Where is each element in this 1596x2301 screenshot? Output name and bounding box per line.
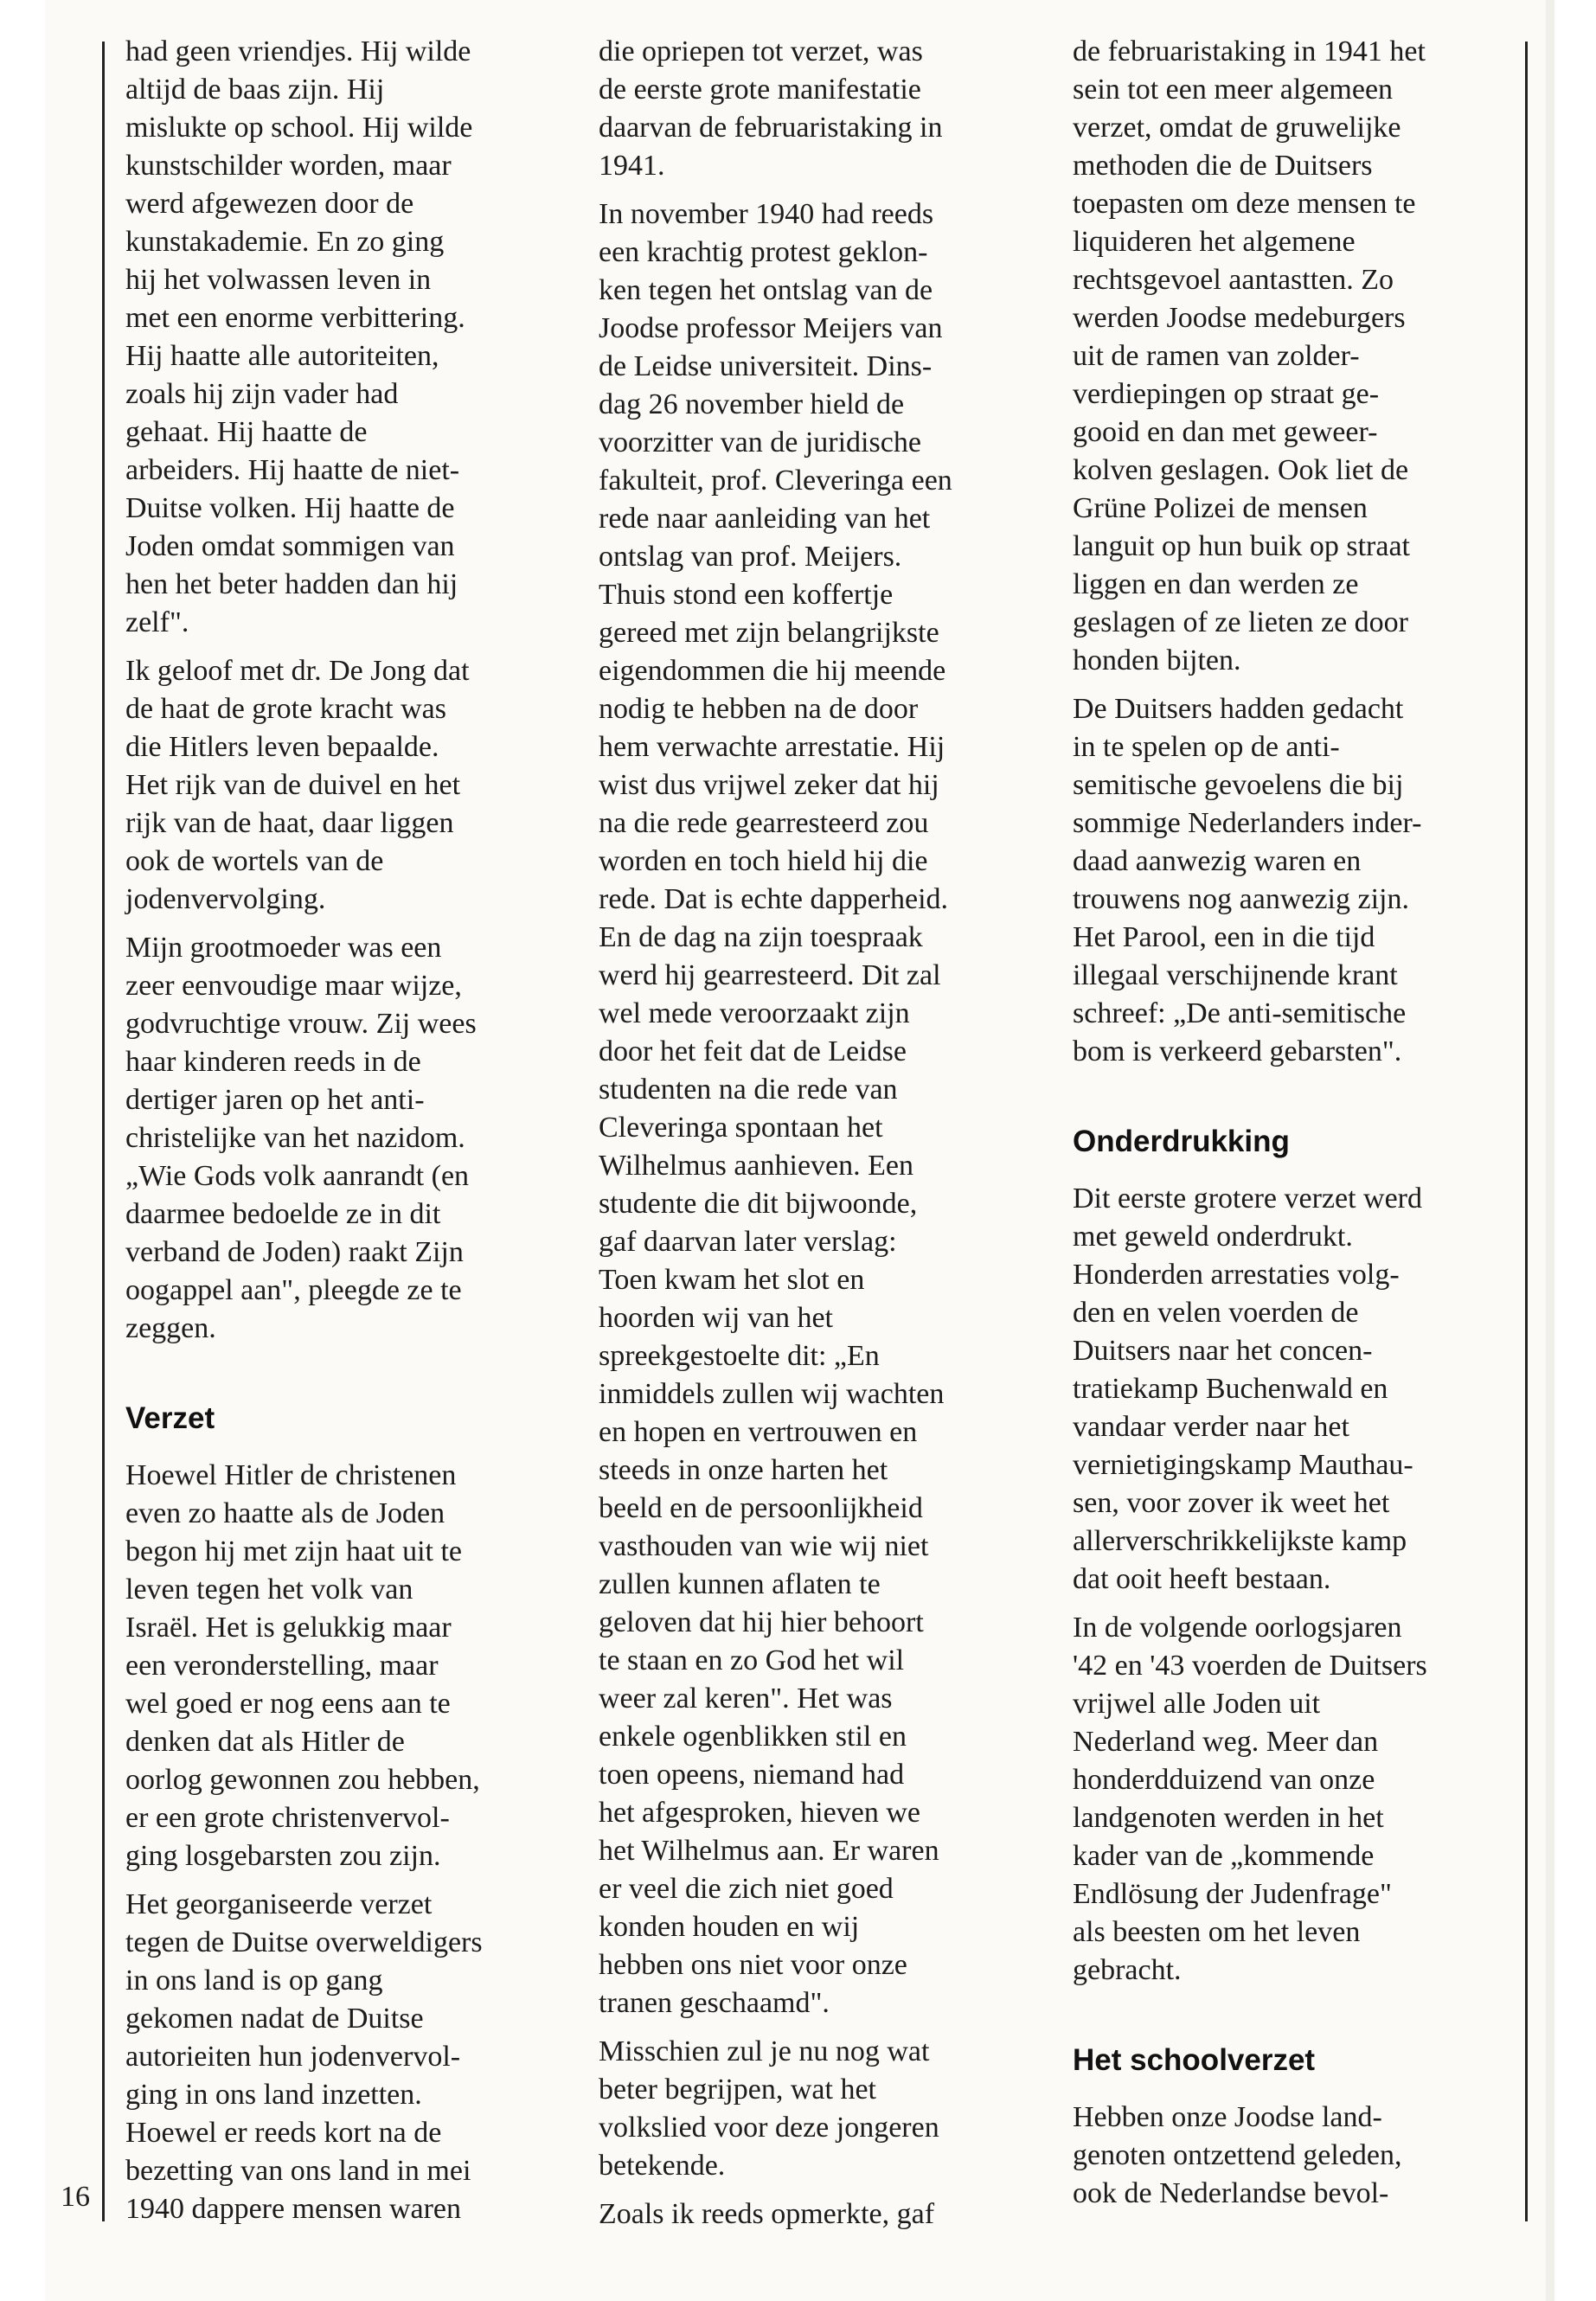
text-line: methoden die de Duitsers [1073, 150, 1373, 182]
text-line: hem verwachte arrestatie. Hij [599, 731, 945, 763]
text-line: rijk van de haat, daar liggen [125, 807, 454, 839]
text-line: er veel die zich niet goed [599, 1873, 894, 1905]
text-line: Thuis stond een koffertje [599, 579, 894, 611]
section-heading-het-schoolverzet: Het schoolverzet [1073, 2043, 1316, 2077]
text-line: ging in ons land inzetten. [125, 2079, 422, 2111]
text-line: tratiekamp Buchenwald en [1073, 1373, 1388, 1405]
text-line: studente die dit bijwoonde, [599, 1188, 918, 1220]
text-line: verband de Joden) raakt Zijn [125, 1236, 464, 1268]
text-line: denken dat als Hitler de [125, 1726, 405, 1758]
text-line: rede naar aanleiding van het [599, 503, 931, 535]
section-heading-verzet: Verzet [125, 1401, 215, 1435]
text-line: nodig te hebben na de door [599, 693, 919, 725]
text-line: en hopen en vertrouwen en [599, 1416, 918, 1448]
paragraph [125, 33, 558, 642]
text-line: sen, voor zover ik weet het [1073, 1487, 1390, 1519]
text-line: dag 26 november hield de [599, 388, 905, 420]
text-line: tranen geschaamd". [599, 1987, 830, 2019]
text-line: hen het beter hadden dan hij [125, 568, 458, 600]
text-line: illegaal verschijnende krant [1073, 959, 1398, 991]
text-line: gebracht. [1073, 1954, 1182, 1986]
paragraph [125, 1886, 558, 2228]
text-line: zullen kunnen aflaten te [599, 1568, 881, 1600]
text-line: '42 en '43 voerden de Duitsers [1073, 1650, 1427, 1682]
text-line: gereed met zijn belangrijkste [599, 617, 939, 649]
text-line: gehaat. Hij haatte de [125, 416, 368, 448]
text-line: Nederland weg. Meer dan [1073, 1726, 1379, 1758]
text-line: ken tegen het ontslag van de [599, 274, 933, 306]
text-line: worden en toch hield hij die [599, 845, 928, 877]
text-line: In november 1940 had reeds [599, 198, 934, 230]
text-line: gekomen nadat de Duitse [125, 2003, 424, 2035]
text-line: had geen vriendjes. Hij wilde [125, 35, 471, 67]
text-line: ook de Nederlandse bevol- [1073, 2177, 1389, 2209]
text-line: verdiepingen op straat ge- [1073, 378, 1380, 410]
text-line: steeds in onze harten het [599, 1454, 888, 1486]
text-line: kunstakademie. En zo ging [125, 226, 445, 258]
text-line: autorieiten hun jodenvervol- [125, 2041, 461, 2073]
text-line: christelijke van het nazidom. [125, 1122, 465, 1154]
text-line: honden bijten. [1073, 644, 1241, 676]
text-line: oogappel aan", pleegde ze te [125, 1274, 462, 1306]
text-line: volkslied voor deze jongeren [599, 2112, 939, 2144]
text-line: hij het volwassen leven in [125, 264, 432, 296]
text-line: weer zal keren". Het was [599, 1682, 893, 1715]
paragraph [1073, 33, 1479, 680]
text-line: de haat de grote kracht was [125, 693, 446, 725]
text-line: Toen kwam het slot en [599, 1264, 865, 1296]
text-line: een krachtig protest geklon- [599, 236, 928, 268]
paragraph [1073, 1180, 1479, 1599]
paragraph [125, 652, 558, 919]
text-line: daarvan de februaristaking in [599, 112, 943, 144]
text-line: verzet, omdat de gruwelijke [1073, 112, 1401, 144]
text-line: Hij haatte alle autoriteiten, [125, 340, 439, 372]
text-line: Joodse professor Meijers van [599, 312, 943, 344]
text-line: werd hij gearresteerd. Dit zal [599, 959, 941, 991]
text-line: zelf". [125, 606, 189, 638]
text-line: Het Parool, een in die tijd [1073, 921, 1375, 953]
text-line: Hebben onze Joodse land- [1073, 2101, 1382, 2133]
text-line: Ik geloof met dr. De Jong dat [125, 655, 470, 687]
text-line: voorzitter van de juridische [599, 426, 921, 458]
text-line: zeggen. [125, 1312, 216, 1344]
text-line: werden Joodse medeburgers [1073, 302, 1406, 334]
text-line: wist dus vrijwel zeker dat hij [599, 769, 939, 801]
text-line: door het feit dat de Leidse [599, 1035, 907, 1067]
text-line: de eerste grote manifestatie [599, 74, 921, 106]
text-line: Grüne Polizei de mensen [1073, 492, 1368, 524]
text-line: Hoewel Hitler de christenen [125, 1459, 457, 1491]
text-line: fakulteit, prof. Cleveringa een [599, 465, 952, 497]
text-line: liggen en dan werden ze [1073, 568, 1359, 600]
text-line: haar kinderen reeds in de [125, 1046, 421, 1078]
text-line: arbeiders. Hij haatte de niet- [125, 454, 460, 486]
text-line: rede. Dat is echte dapperheid. [599, 883, 949, 915]
text-line: languit op hun buik op straat [1073, 530, 1411, 562]
text-line: kunstschilder worden, maar [125, 150, 452, 182]
text-line: Israël. Het is gelukkig maar [125, 1612, 452, 1644]
text-line: beeld en de persoonlijkheid [599, 1492, 923, 1524]
text-line: En de dag na zijn toespraak [599, 921, 923, 953]
text-line: geslagen of ze lieten ze door [1073, 606, 1408, 638]
text-line: honderdduizend van onze [1073, 1764, 1375, 1796]
text-line: jodenvervolging. [125, 883, 326, 915]
column-1 [125, 33, 558, 2239]
paragraph [125, 929, 558, 1348]
text-line: den en velen voerden de [1073, 1297, 1359, 1329]
text-line: te staan en zo God het wil [599, 1644, 905, 1676]
paragraph [599, 33, 1031, 185]
text-line: uit de ramen van zolder- [1073, 340, 1360, 372]
text-line: spreekgestoelte dit: „En [599, 1340, 880, 1372]
text-line: sein tot een meer algemeen [1073, 74, 1394, 106]
section-heading-onderdrukking: Onderdrukking [1073, 1125, 1290, 1158]
text-line: studenten na die rede van [599, 1074, 898, 1106]
text-line: beter begrijpen, wat het [599, 2073, 876, 2106]
text-line: het Wilhelmus aan. Er waren [599, 1835, 939, 1867]
text-line: begon hij met zijn haat uit te [125, 1535, 463, 1567]
text-line: Het georganiseerde verzet [125, 1888, 433, 1920]
text-line: gooid en dan met geweer- [1073, 416, 1378, 448]
text-line: zeer eenvoudige maar wijze, [125, 970, 462, 1002]
text-line: schreef: „De anti-semitische [1073, 997, 1407, 1029]
column-rule-right [1525, 42, 1528, 2221]
text-line: De Duitsers hadden gedacht [1073, 693, 1404, 725]
text-line: bezetting van ons land in mei [125, 2155, 471, 2187]
text-line: „Wie Gods volk aanrandt (en [125, 1160, 470, 1192]
text-line: Dit eerste grotere verzet werd [1073, 1183, 1422, 1215]
paragraph [125, 1457, 558, 1875]
text-line: godvruchtige vrouw. Zij wees [125, 1008, 477, 1040]
text-line: hoorden wij van het [599, 1302, 833, 1334]
text-line: Cleveringa spontaan het [599, 1112, 883, 1144]
text-line: ontslag van prof. Meijers. [599, 541, 902, 573]
text-line: sommige Nederlanders inder- [1073, 807, 1422, 839]
text-line: rechtsgevoel aantastten. Zo [1073, 264, 1394, 296]
text-line: na die rede gearresteerd zou [599, 807, 929, 839]
text-line: allerverschrikkelijkste kamp [1073, 1525, 1407, 1557]
text-line: Endlösung der Judenfrage" [1073, 1878, 1392, 1910]
text-line: Honderden arrestaties volg- [1073, 1259, 1400, 1291]
text-line: het afgesproken, hieven we [599, 1797, 920, 1829]
text-line: wel mede veroorzaakt zijn [599, 997, 910, 1029]
text-line: de februaristaking in 1941 het [1073, 35, 1426, 67]
text-line: Duitse volken. Hij haatte de [125, 492, 455, 524]
text-line: vrijwel alle Joden uit [1073, 1688, 1321, 1720]
text-line: bom is verkeerd gebarsten". [1073, 1035, 1402, 1067]
text-line: eigendommen die hij meende [599, 655, 946, 687]
paragraph [1073, 690, 1479, 1071]
text-line: ging losgebarsten zou zijn. [125, 1840, 441, 1872]
text-line: landgenoten werden in het [1073, 1802, 1384, 1834]
text-line: Hoewel er reeds kort na de [125, 2117, 442, 2149]
column-3 [1073, 33, 1479, 2223]
text-line: wel goed er nog eens aan te [125, 1688, 451, 1720]
text-line: vasthouden van wie wij niet [599, 1530, 929, 1562]
text-line: genoten ontzettend geleden, [1073, 2139, 1402, 2171]
column-2 [599, 33, 1031, 2244]
text-line: de Leidse universiteit. Dins- [599, 350, 933, 382]
text-line: dertiger jaren op het anti- [125, 1084, 425, 1116]
text-line: die opriepen tot verzet, was [599, 35, 923, 67]
text-line: betekende. [599, 2150, 726, 2182]
text-line: daad aanwezig waren en [1073, 845, 1362, 877]
text-line: Het rijk van de duivel en het [125, 769, 461, 801]
text-line: semitische gevoelens die bij [1073, 769, 1404, 801]
text-line: kader van de „kommende [1073, 1840, 1375, 1872]
text-line: er een grote christenvervol- [125, 1802, 450, 1834]
text-line: toen opeens, niemand had [599, 1759, 905, 1791]
text-line: liquideren het algemene [1073, 226, 1356, 258]
text-line: in te spelen op de anti- [1073, 731, 1340, 763]
text-line: vernietigingskamp Mauthau- [1073, 1449, 1413, 1481]
column-rule-left [102, 42, 105, 2221]
text-line: even zo haatte als de Joden [125, 1497, 445, 1529]
text-line: Zoals ik reeds opmerkte, gaf [599, 2198, 935, 2230]
text-line: Duitsers naar het concen- [1073, 1335, 1373, 1367]
text-line: hebben ons niet voor onze [599, 1949, 907, 1981]
text-line: oorlog gewonnen zou hebben, [125, 1764, 480, 1796]
text-line: vandaar verder naar het [1073, 1411, 1349, 1443]
text-line: werd afgewezen door de [125, 188, 414, 220]
text-line: Mijn grootmoeder was een [125, 932, 442, 964]
text-line: konden houden en wij [599, 1911, 860, 1943]
text-line: trouwens nog aanwezig zijn. [1073, 883, 1409, 915]
text-line: leven tegen het volk van [125, 1574, 413, 1606]
text-line: 1940 dappere mensen waren [125, 2193, 462, 2225]
text-line: Joden omdat sommigen van [125, 530, 455, 562]
text-line: in ons land is op gang [125, 1965, 383, 1997]
text-line: Wilhelmus aanhieven. Een [599, 1150, 914, 1182]
text-line: tegen de Duitse overweldigers [125, 1926, 483, 1958]
text-line: met een enorme verbittering. [125, 302, 465, 334]
text-line: met geweld onderdrukt. [1073, 1221, 1353, 1253]
text-line: kolven geslagen. Ook liet de [1073, 454, 1409, 486]
text-line: inmiddels zullen wij wachten [599, 1378, 945, 1410]
text-line: zoals hij zijn vader had [125, 378, 399, 410]
text-line: daarmee bedoelde ze in dit [125, 1198, 441, 1230]
text-line: enkele ogenblikken stil en [599, 1721, 907, 1753]
paragraph [599, 2033, 1031, 2185]
paragraph [1073, 1609, 1479, 1990]
text-line: een veronderstelling, maar [125, 1650, 439, 1682]
text-line: die Hitlers leven bepaalde. [125, 731, 439, 763]
page-number: 16 [61, 2181, 90, 2213]
text-line: In de volgende oorlogsjaren [1073, 1612, 1402, 1644]
text-line: mislukte op school. Hij wilde [125, 112, 473, 144]
text-line: geloven dat hij hier behoort [599, 1606, 924, 1638]
paragraph [1073, 2099, 1479, 2213]
text-line: ook de wortels van de [125, 845, 384, 877]
paragraph [599, 2195, 1031, 2234]
text-line: 1941. [599, 150, 665, 182]
text-line: als beesten om het leven [1073, 1916, 1361, 1948]
text-line: dat ooit heeft bestaan. [1073, 1563, 1331, 1595]
text-line: toepasten om deze mensen te [1073, 188, 1416, 220]
text-line: Misschien zul je nu nog wat [599, 2035, 930, 2067]
text-line: altijd de baas zijn. Hij [125, 74, 385, 106]
text-line: gaf daarvan later verslag: [599, 1226, 897, 1258]
paragraph [599, 195, 1031, 2022]
